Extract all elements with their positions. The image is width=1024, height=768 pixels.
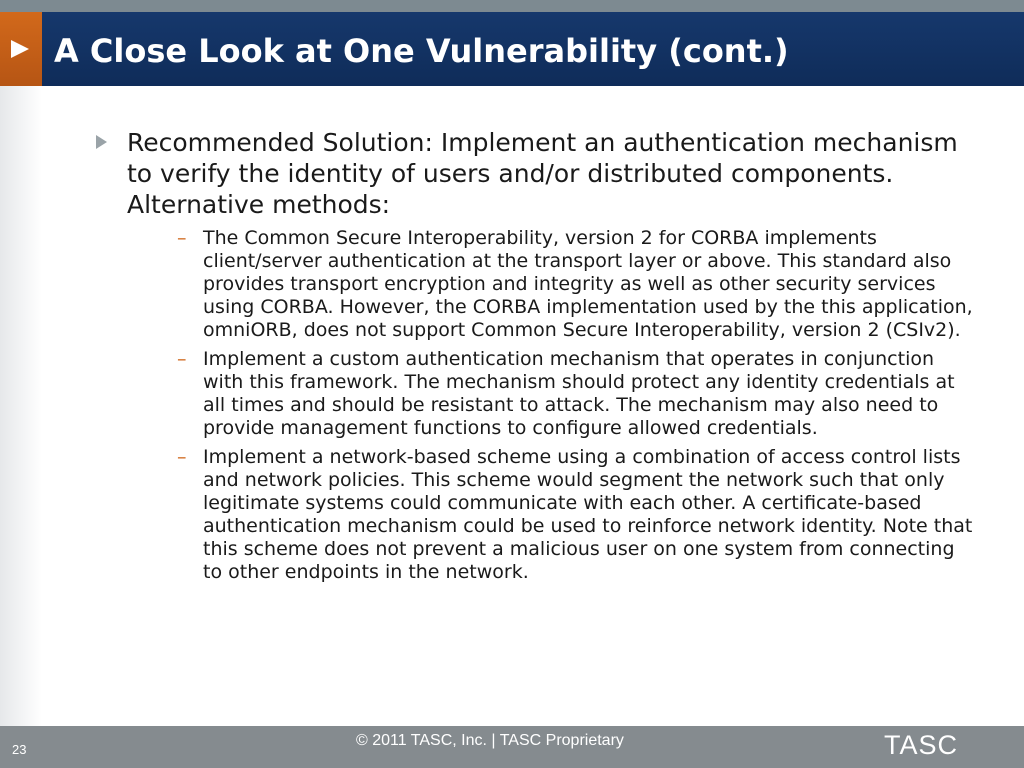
sub-bullet-text: Implement a custom authentication mechanism that operates in conjunction with this framework. The mechanism should protect any identity credentials at all times and should be resistant to attack. The mechanism may also need to provide management functions to configure allowed credentials.	[203, 348, 955, 439]
slide-body	[94, 127, 974, 590]
copyright-notice: © 2011 TASC, Inc. | TASC Proprietary	[356, 732, 624, 749]
top-strip	[0, 0, 1024, 12]
logo-wordmark: TASC	[884, 730, 959, 760]
left-rail	[0, 86, 42, 726]
sub-bullet-list	[94, 227, 974, 584]
dash-bullet: –	[177, 446, 187, 468]
page-number: 23	[12, 742, 27, 757]
tasc-logo	[884, 708, 958, 760]
sub-bullet-item	[177, 227, 974, 342]
main-bullet-text: Recommended Solution: Implement an authentication mechanism to verify the identity of users and/or distributed components. Alternative methods:	[127, 128, 958, 219]
sub-bullet-item	[177, 446, 974, 584]
title-marker-tab	[0, 12, 42, 86]
slide-title: A Close Look at One Vulnerability (cont.)	[54, 32, 789, 70]
bullet-triangle-icon	[96, 135, 107, 149]
sub-bullet-text: Implement a network-based scheme using a combination of access control lists and network policies. This scheme would segment the network such that only legitimate systems could communicate with each other. A certificate-based authentication mechanism could be used to reinforce network identity. Note that this scheme does not prevent a malicious user on one system from connecting to other endpoints in the network.	[203, 446, 973, 583]
sub-bullet-text: The Common Secure Interoperability, version 2 for CORBA implements client/server authentication at the transport layer or above. This standard also provides transport encryption and integrity as well as other security services using CORBA. However, the CORBA implementation used by the this application, omniORB, does not support Common Secure Interoperability, version 2 (CSIv2).	[203, 227, 973, 341]
triangle-right-icon	[11, 40, 29, 58]
dash-bullet: –	[177, 227, 187, 249]
main-bullet-item	[94, 127, 974, 220]
sub-bullet-item	[177, 348, 974, 440]
logo-triangle-icon	[901, 708, 923, 725]
dash-bullet: –	[177, 348, 187, 370]
